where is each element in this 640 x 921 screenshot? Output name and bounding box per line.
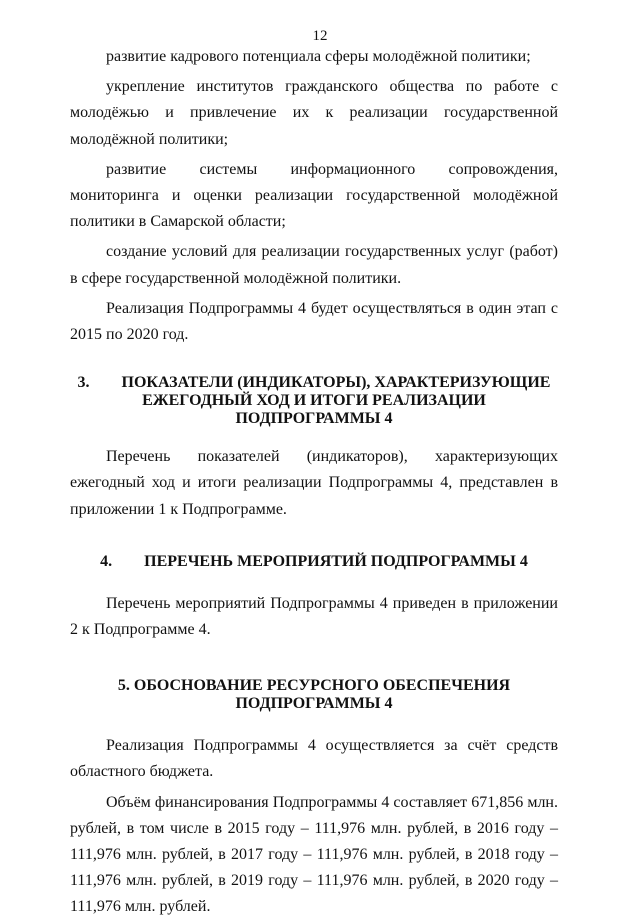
- section-4-heading-line: [70, 553, 558, 571]
- section-4-paragraph: Перечень мероприятий Подпрограммы 4 приведен в приложении 2 к Подпрограмме 4.: [70, 594, 558, 639]
- section-4-number: 4.: [100, 552, 113, 570]
- section-3-heading-line-1: [70, 374, 558, 392]
- section-4-heading: [70, 553, 558, 571]
- list-item: развитие кадрового потенциала сферы молодёжной политики;: [106, 48, 531, 65]
- list-item: укрепление институтов гражданского общества по работе с молодёжью и привлечение их к реализации государственной молодёжной политики;: [70, 78, 558, 148]
- section-3-title-line-1: ПОКАЗАТЕЛИ (ИНДИКАТОРЫ), ХАРАКТЕРИЗУЮЩИЕ: [121, 374, 551, 392]
- section-5-title-line-1: 5. ОБОСНОВАНИЕ РЕСУРСНОГО ОБЕСПЕЧЕНИЯ: [117, 677, 511, 695]
- section-5-paragraph-1: Реализация Подпрограммы 4 осуществляется за счёт средств областного бюджета.: [70, 737, 558, 781]
- section-5-paragraph-2: Объём финансирования Подпрограммы 4 составляет 671,856 млн. рублей, в том числе в 2015 году – 111,976 млн. рублей, в 2016 году – 111,976 млн. рублей, в 2017 году – 111,976 млн. рублей, в 2018 году – 111,976 млн. рублей, в 2019 году – 111,976 млн. рублей, в 2020 году – 111,976 млн. рублей.: [70, 793, 558, 916]
- section-5-heading: [70, 677, 558, 713]
- section-3-number: 3.: [77, 374, 90, 392]
- implementation-stage-paragraph: Реализация Подпрограммы 4 будет осуществляться в один этап с 2015 по 2020 год.: [70, 299, 558, 344]
- section-4-title: ПЕРЕЧЕНЬ МЕРОПРИЯТИЙ ПОДПРОГРАММЫ 4: [144, 552, 528, 570]
- page-number: 12: [312, 28, 328, 44]
- section-3-heading: [70, 374, 558, 428]
- section-3-title-line-2: ЕЖЕГОДНЫЙ ХОД И ИТОГИ РЕАЛИЗАЦИИ ПОДПРОГРАММЫ 4: [142, 392, 486, 428]
- list-item: развитие системы информационного сопровождения, мониторинга и оценки реализации государственной молодёжной политики в Самарской области;: [70, 160, 558, 231]
- section-3-paragraph: Перечень показателей (индикаторов), характеризующих ежегодный ход и итоги реализации Подпрограммы 4, представлен в приложении 1 к Подпрограмме.: [70, 448, 558, 518]
- list-item: создание условий для реализации государственных услуг (работ) в сфере государственной молодёжной политики.: [70, 243, 558, 287]
- section-5-title-line-2: ПОДПРОГРАММЫ 4: [235, 695, 393, 713]
- page-content: [70, 44, 558, 921]
